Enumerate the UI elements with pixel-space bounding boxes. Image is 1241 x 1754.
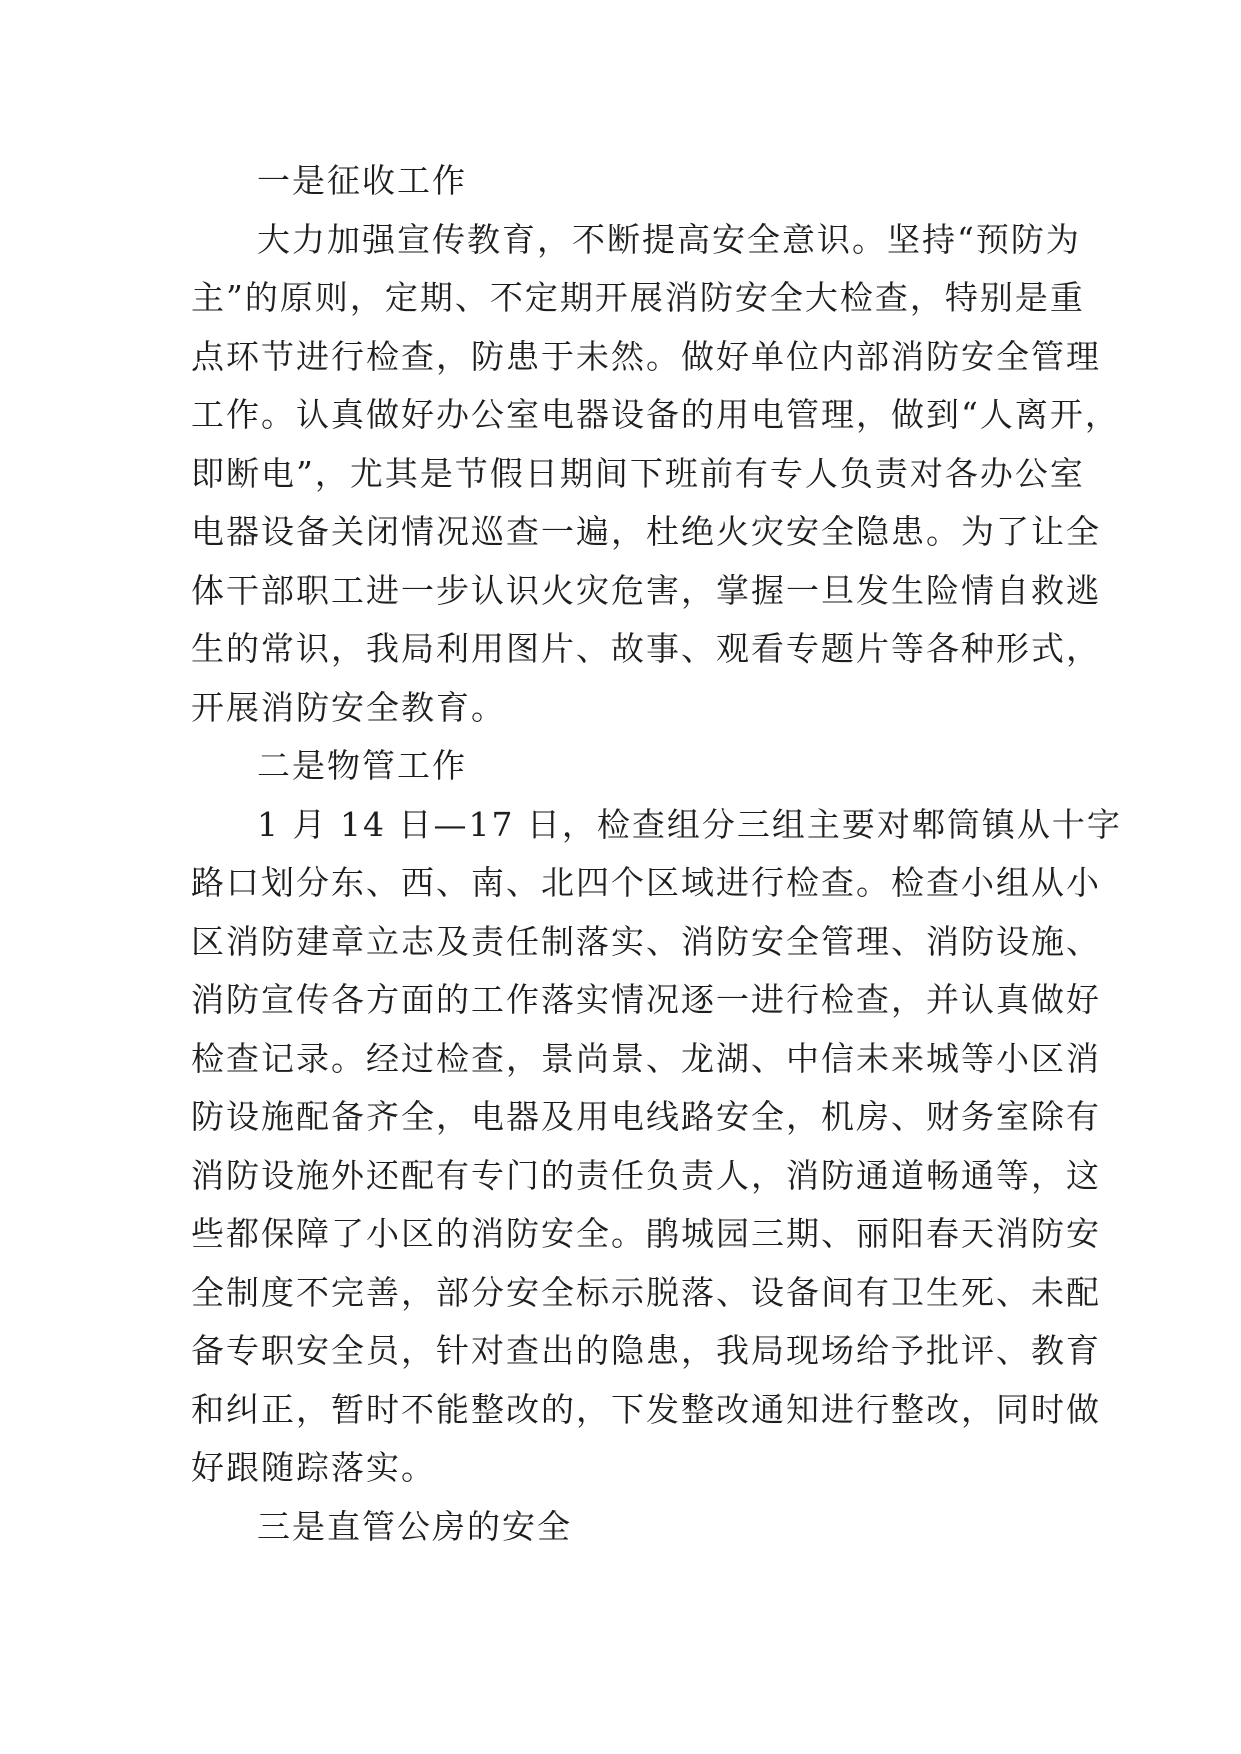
paragraph-line: 生的常识，我局利用图片、故事、观看专题片等各种形式， [191,629,1101,668]
paragraph-line: 防设施配备齐全，电器及用电线路安全，机房、财务室除有 [191,1097,1101,1136]
paragraph-line: 区消防建章立志及责任制落实、消防安全管理、消防设施、 [191,921,1101,961]
paragraph-line: 工作。认真做好办公室电器设备的用电管理，做到“人离开， [191,395,1120,434]
paragraph-line: 路口划分东、西、南、北四个区域进行检查。检查小组从小 [191,863,1101,902]
paragraph-line: 大力加强宣传教育，不断提高安全意识。坚持“预防为 [257,219,1081,259]
section-heading: 一是征收工作 [257,161,467,200]
document-body [191,152,1122,1556]
paragraph-line: 全制度不完善，部分安全标示脱落、设备间有卫生死、未配 [191,1272,1101,1312]
paragraph-line: 体干部职工进一步认识火灾危害，掌握一旦发生险情自救逃 [191,570,1101,610]
paragraph-line: 开展消防安全教育。 [191,687,506,727]
paragraph-line: 点环节进行检查，防患于未然。做好单位内部消防安全管理 [191,336,1101,376]
paragraph-line: 主”的原则，定期、不定期开展消防安全大检查，特别是重 [191,278,1085,317]
paragraph-line: 检查记录。经过检查，景尚景、龙湖、中信未来城等小区消 [191,1038,1101,1078]
paragraph-line: 1 月 14 日—17 日，检查组分三组主要对郫筒镇从十字 [257,804,1122,844]
paragraph-line: 消防宣传各方面的工作落实情况逐一进行检查，并认真做好 [191,980,1101,1019]
paragraph-line: 些都保障了小区的消防安全。鹃城园三期、丽阳春天消防安 [191,1214,1101,1253]
paragraph-line: 即断电”，尤其是节假日期间下班前有专人负责对各办公室 [191,453,1085,493]
section-heading: 二是物管工作 [257,746,467,785]
paragraph-line: 好跟随踪落实。 [191,1448,436,1487]
paragraph-line: 备专职安全员，针对查出的隐患，我局现场给予批评、教育 [191,1331,1101,1370]
paragraph-line: 和纠正，暂时不能整改的，下发整改通知进行整改，同时做 [191,1389,1101,1429]
paragraph-line: 电器设备关闭情况巡查一遍，杜绝火灾安全隐患。为了让全 [191,512,1101,551]
paragraph-line: 消防设施外还配有专门的责任负责人，消防通道畅通等，这 [191,1155,1101,1195]
section-heading: 三是直管公房的安全 [257,1506,572,1546]
